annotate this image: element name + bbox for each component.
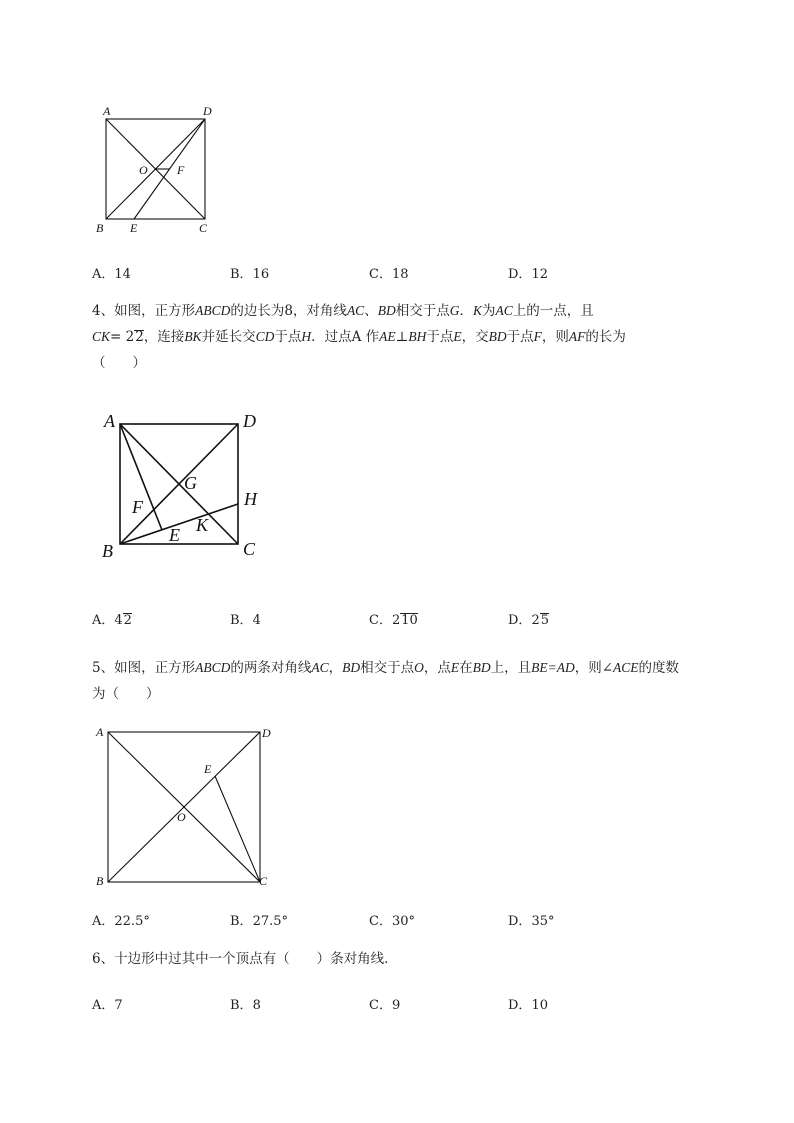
q5-option-b[interactable]: B．27.5° — [230, 914, 289, 929]
q3-option-d[interactable]: D．12 — [508, 267, 548, 282]
q3-label-o: O — [139, 163, 148, 177]
q3-diagram — [88, 100, 228, 240]
q5-segment-ce — [215, 776, 260, 882]
q4-label-h: H — [244, 489, 257, 509]
q4-option-b[interactable]: B．4 — [230, 613, 261, 628]
q4-label-f: F — [132, 497, 143, 517]
q3-option-c[interactable]: C．18 — [369, 267, 409, 282]
q4-line1: 4、如图，正方形ABCD的边长为8，对角线AC、BD相交于点G．K为AC上的一点，且 — [92, 303, 594, 319]
q5-figure — [92, 722, 282, 894]
q3-label-d: D — [203, 104, 212, 118]
q6-option-c[interactable]: C．9 — [369, 998, 401, 1013]
q4-blank: （ ） — [92, 355, 146, 371]
q3-label-e: E — [130, 221, 138, 235]
q4-option-a[interactable]: A．42 — [92, 613, 132, 628]
q4-option-c[interactable]: C．210 — [369, 613, 418, 628]
q4-label-k: K — [196, 515, 209, 535]
q5-option-a[interactable]: A．22.5° — [92, 914, 150, 929]
q5-text — [92, 655, 742, 707]
q4-line2: CK= 22，连接BK并延长交CD于点H．过点A 作AE⊥BH于点E，交BD于点F，则AF的长为 — [92, 329, 626, 345]
q4-label-b: B — [102, 541, 113, 561]
q4-figure — [98, 405, 268, 565]
q4-label-c: C — [243, 539, 256, 559]
q4-diagram — [98, 405, 268, 565]
q3-label-a: A — [103, 104, 111, 118]
q5-label-o: O — [177, 810, 186, 824]
q5-diagram — [92, 722, 282, 894]
q6-option-d[interactable]: D．10 — [508, 998, 548, 1013]
q3-label-c: C — [199, 221, 208, 235]
q5-option-d[interactable]: D．35° — [508, 914, 555, 929]
q4-label-g: G — [184, 473, 197, 493]
q4-label-a: A — [104, 411, 115, 431]
q6-option-b[interactable]: B．8 — [230, 998, 261, 1013]
q3-label-b: B — [96, 221, 104, 235]
q5-label-d: D — [262, 726, 271, 740]
q4-text — [92, 298, 742, 376]
q5-label-a: A — [96, 725, 104, 739]
q4-label-d: D — [243, 411, 256, 431]
q3-option-b[interactable]: B．16 — [230, 267, 270, 282]
q3-label-f: F — [177, 163, 185, 177]
q5-line1: 5、如图，正方形ABCD的两条对角线AC，BD相交于点O，点E在BD上，且BE=AD，则∠ACE的度数 — [92, 660, 680, 676]
q5-option-c[interactable]: C．30° — [369, 914, 415, 929]
q6-text: 6、十边形中过其中一个顶点有（ ）条对角线． — [92, 951, 398, 967]
q4-label-e: E — [169, 525, 180, 545]
q6-option-a[interactable]: A．7 — [92, 998, 123, 1013]
q5-label-b: B — [96, 874, 104, 888]
q3-option-a[interactable]: A．14 — [92, 267, 131, 282]
q5-line2: 为（ ） — [92, 686, 160, 702]
q4-option-d[interactable]: D．25 — [508, 613, 549, 628]
q5-label-c: C — [259, 874, 268, 888]
q5-label-e: E — [204, 762, 212, 776]
q3-figure — [88, 100, 228, 240]
